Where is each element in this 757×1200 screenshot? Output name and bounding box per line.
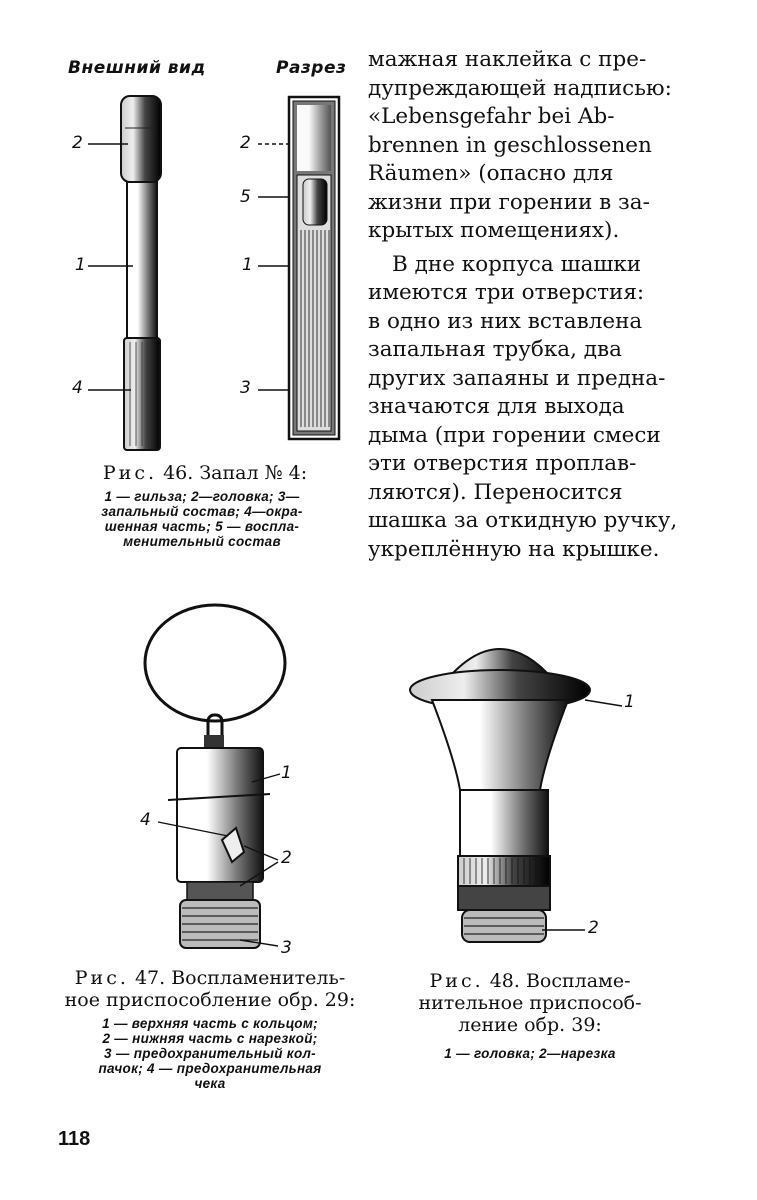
fig46-legend-line: шенная часть; 5 — воспла-	[104, 519, 300, 534]
text-line: запальная трубка, два	[368, 337, 622, 362]
text-line: мажная наклейка с пре-	[368, 47, 647, 72]
fig48-legend	[395, 1046, 665, 1061]
text-line: Räumen» (опасно для	[368, 161, 614, 186]
text-line: значаются для выхода	[368, 394, 625, 419]
fig46-legend-line: менительный состав	[123, 534, 281, 549]
fig47-legend-line: 2 — нижняя часть с нарезкой;	[102, 1031, 318, 1046]
text-line: дыма (при горении смеси	[368, 422, 661, 448]
fig48-caption-line: нительное приспособ-	[418, 992, 642, 1014]
text-line: других запаяны и предна-	[368, 365, 666, 391]
text-line: имеются три отверстия:	[368, 280, 645, 305]
fig46-section-view-label: Разрез	[276, 58, 347, 78]
fig47-label-3: 3	[281, 938, 292, 958]
fig47-caption-text: 47. Воспламенитель-	[134, 967, 346, 989]
fig46-section-label-2: 2	[240, 133, 251, 153]
fig46-outer-label-4: 4	[72, 378, 83, 398]
fig48-caption-prefix: Рис.	[429, 970, 484, 992]
text-line: шашка за откидную ручку,	[368, 508, 678, 533]
fig47-caption-prefix: Рис.	[74, 967, 129, 989]
text-line: жизни при горении в за-	[368, 189, 650, 215]
fig46-outer-label-2: 2	[72, 133, 83, 153]
fig47-label-1: 1	[281, 763, 292, 783]
text-line: ляются). Переносится	[368, 479, 623, 505]
fig47-caption-line: ное приспособление обр. 29:	[64, 989, 356, 1011]
page-number: 118	[58, 1128, 91, 1150]
fig47-label-4: 4	[140, 810, 151, 830]
fig47-label-2: 2	[281, 848, 292, 868]
text-line: дупреждающей надписью:	[368, 75, 672, 101]
text-line: укреплённую на крышке.	[368, 536, 660, 562]
text-line: «Lebensgefahr bei Ab-	[368, 104, 615, 129]
fig48-caption-text: 48. Воспламе-	[489, 970, 631, 992]
fig47-legend-line: 1 — верхняя часть с кольцом;	[102, 1016, 318, 1031]
fig46-legend-line: 1 — гильза; 2—головка; 3—	[104, 489, 300, 504]
fig46-caption-prefix: Рис.	[102, 462, 158, 484]
fig46-section-label-5: 5	[240, 187, 251, 207]
fig48-caption-line	[395, 970, 665, 992]
fig47-legend-line: пачок; 4 — предохранительная	[98, 1061, 322, 1076]
fig46-caption-text: 46. Запал № 4:	[163, 462, 308, 484]
text-line: эти отверстия проплав-	[368, 451, 637, 476]
fig47-legend-line: 3 — предохранительный кол-	[104, 1046, 316, 1061]
text-line: brennen in geschlossenen	[368, 132, 652, 158]
fig48-label-2: 2	[588, 918, 599, 938]
fig47-legend-line: чека	[194, 1076, 226, 1091]
fig48-label-1: 1	[624, 692, 635, 712]
text-line: В дне корпуса шашки	[392, 251, 642, 277]
text-line: в одно из них вставлена	[368, 308, 643, 334]
fig46-outer-view-label: Внешний вид	[68, 58, 206, 78]
fig46-section-label-1: 1	[242, 255, 253, 275]
fig48-caption-line: ление обр. 39:	[458, 1014, 602, 1036]
fig48-legend-line: 1 — головка; 2—нарезка	[444, 1046, 616, 1061]
fig46-outer-label-1: 1	[75, 255, 86, 275]
fig46-section-label-3: 3	[240, 378, 251, 398]
fig48-caption-title	[395, 970, 665, 1036]
text-line: крытых помещениях).	[368, 218, 620, 243]
fig46-legend-line: запальный состав; 4—окра-	[101, 504, 303, 519]
